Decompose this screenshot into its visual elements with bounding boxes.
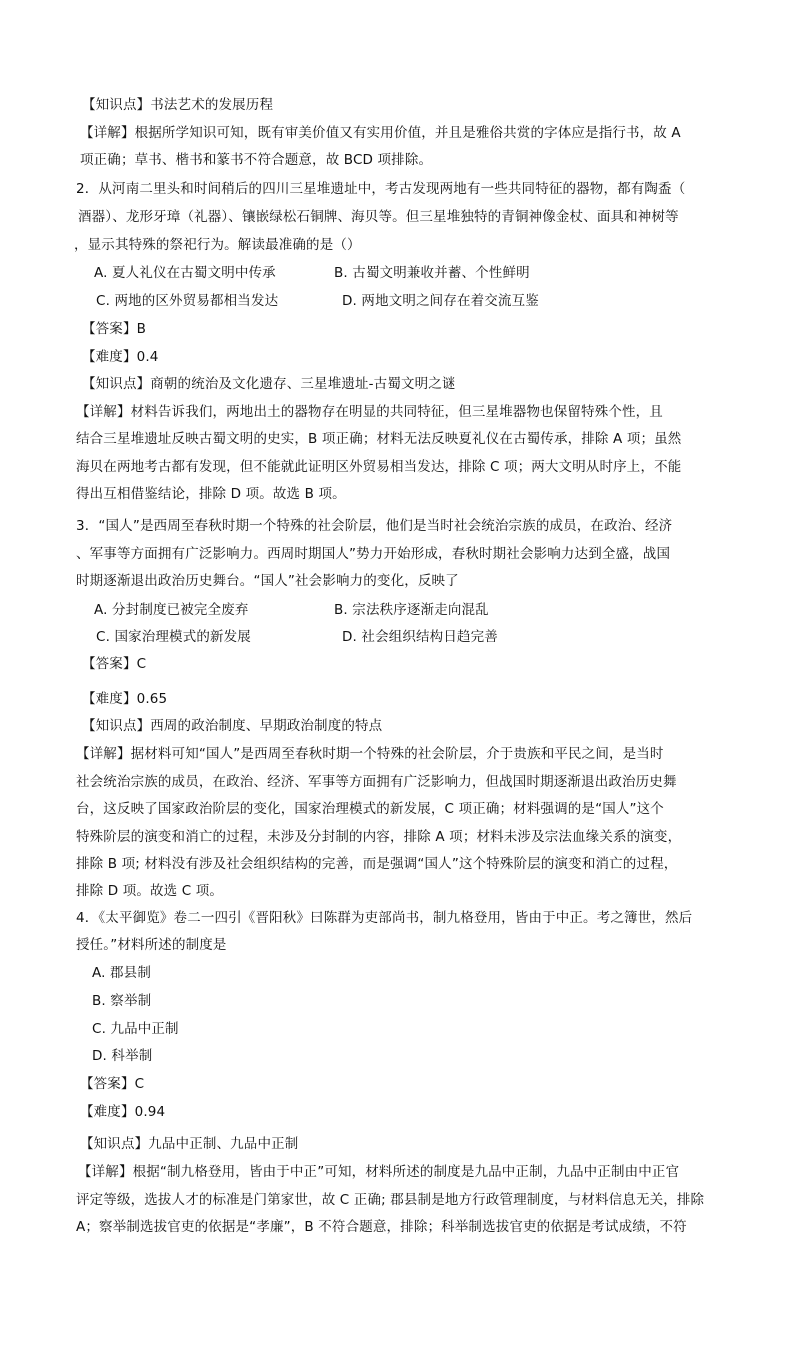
q1-knowledge-point: 【知识点】书法艺术的发展历程 [82,97,274,113]
q2-option-c: C. 两地的区外贸易都相当发达 [96,293,279,309]
q2-knowledge-point: 【知识点】商朝的统治及文化遗存、三星堆遗址-古蜀文明之谜 [82,376,456,392]
q1-detail-line-1: 【详解】根据所学知识可知，既有审美价值又有实用价值，并且是雅俗共赏的字体应是指行书，故 A [80,125,681,141]
q3-detail-line-4: 特殊阶层的演变和消亡的过程，未涉及分封制的内容，排除 A 项；材料未涉及宗法血缘关系的演变， [76,829,682,845]
q2-stem-line-3: ，显示其特殊的祭祀行为。解读最准确的是（） [74,237,361,253]
q1-detail-line-2: 项正确；草书、楷书和篆书不符合题意，故 BCD 项排除。 [80,152,433,168]
q3-detail-line-5: 排除 B 项; 材料没有涉及社会组织结构的完善，而是强调“国人”这个特殊阶层的演变和消亡的过程， [76,856,678,872]
q3-detail-line-6: 排除 D 项。故选 C 项。 [76,883,224,899]
q2-detail-line-4: 得出互相借鉴结论，排除 D 项。故选 B 项。 [76,486,346,502]
q4-option-d: D. 科举制 [92,1048,153,1064]
q4-detail-line-1: 【详解】根据“制九格登用，皆由于中正”可知，材料所述的制度是九品中正制，九品中正制由中正官 [78,1164,680,1180]
q3-difficulty: 【难度】0.65 [82,691,168,707]
q2-stem-line-2: 酒器）、龙形牙璋（礼器）、镶嵌绿松石铜牌、海贝等。但三星堆独特的青铜神像金杖、面具和神树等 [78,209,679,225]
q2-detail-line-2: 结合三星堆遗址反映古蜀文明的史实，B 项正确；材料无法反映夏礼仪在古蜀传承，排除 A 项；虽然 [76,431,682,447]
q2-detail-line-3: 海贝在两地考古都有发现，但不能就此证明区外贸易相当发达，排除 C 项；两大文明从时序上，不能 [76,459,682,475]
q3-detail-line-1: 【详解】据材料可知“国人”是西周至春秋时期一个特殊的社会阶层，介于贵族和平民之间，是当时 [76,746,664,762]
q3-stem-line-3: 时期逐渐退出政治历史舞台。“国人”社会影响力的变化，反映了 [76,573,459,589]
q3-detail-line-2: 社会统治宗族的成员，在政治、经济、军事等方面拥有广泛影响力，但战国时期逐渐退出政治历史舞 [76,774,677,790]
q4-stem-line-2: 授任。”材料所述的制度是 [76,937,227,953]
q3-option-d: D. 社会组织结构日趋完善 [342,629,498,645]
q3-option-a: A. 分封制度已被完全废弃 [94,602,249,618]
q2-stem-line-1: 2．从河南二里头和时间稍后的四川三星堆遗址中，考古发现两地有一些共同特征的器物，都有陶盉（ [76,181,686,197]
q4-option-b: B. 察举制 [92,993,152,1009]
q4-option-a: A. 郡县制 [92,965,151,981]
q3-stem-line-2: 、军事等方面拥有广泛影响力。西周时期国人”势力开始形成，春秋时期社会影响力达到全盛，战国 [76,546,671,562]
q3-option-c: C. 国家治理模式的新发展 [96,629,251,645]
q2-option-d: D. 两地文明之间存在着交流互鉴 [342,293,539,309]
q2-option-a: A. 夏人礼仪在古蜀文明中传承 [94,265,276,281]
q4-detail-line-3: A；察举制选拔官吏的依据是“孝廉”，B 不符合题意，排除；科举制选拔官吏的依据是考试成绩，不符 [76,1219,687,1235]
q2-option-b: B. 古蜀文明兼收并蓄、个性鲜明 [334,265,530,281]
q3-answer: 【答案】C [82,656,147,672]
q2-difficulty: 【难度】0.4 [82,349,159,365]
q3-option-b: B. 宗法秩序逐渐走向混乱 [334,602,489,618]
q4-difficulty: 【难度】0.94 [80,1104,166,1120]
q3-detail-line-3: 台，这反映了国家政治阶层的变化，国家治理模式的新发展，C 项正确；材料强调的是“国人”这个 [76,801,664,817]
q4-knowledge-point: 【知识点】九品中正制、九品中正制 [80,1136,299,1152]
q4-option-c: C. 九品中正制 [92,1021,179,1037]
q2-detail-line-1: 【详解】材料告诉我们，两地出土的器物存在明显的共同特征，但三星堆器物也保留特殊个性，且 [76,404,663,420]
q3-knowledge-point: 【知识点】西周的政治制度、早期政治制度的特点 [82,718,383,734]
q4-stem-line-1: 4．《太平御览》卷二一四引《晋阳秋》曰陈群为吏部尚书，制九格登用，皆由于中正。考之簿世，然后 [76,910,693,926]
q2-answer: 【答案】B [82,321,147,337]
q4-detail-line-2: 评定等级，选拔人才的标准是门第家世，故 C 正确; 郡县制是地方行政管理制度，与材料信息无关，排除 [76,1192,705,1208]
q4-answer: 【答案】C [80,1076,145,1092]
q3-stem-line-1: 3．“国人”是西周至春秋时期一个特殊的社会阶层，他们是当时社会统治宗族的成员，在政治、经济 [76,518,673,534]
